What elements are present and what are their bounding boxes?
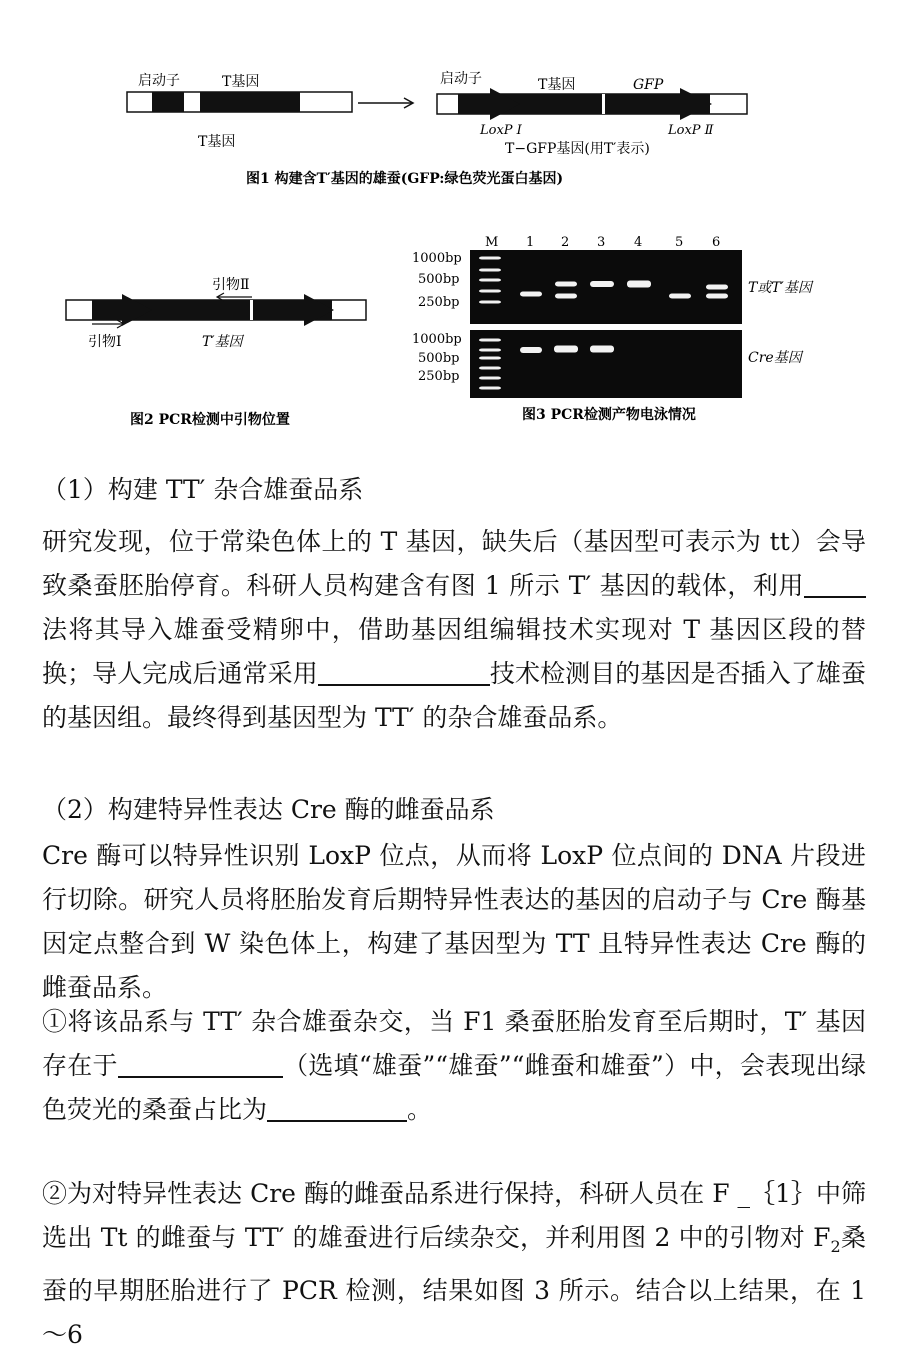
gel-band (669, 294, 691, 299)
gel-lane-label: 3 (597, 235, 606, 250)
fig1-left-gene-top-label: T基因 (222, 74, 260, 90)
question2-subscript: 2 (830, 1237, 841, 1256)
gel-band (706, 285, 728, 290)
question1 (42, 1000, 866, 1132)
gel-band (479, 301, 501, 304)
gel-band (706, 294, 728, 299)
gel-lane-label: 2 (561, 235, 570, 250)
section2-title: （2）构建特异性表达 Cre 酶的雌蚕品系 (42, 795, 495, 824)
fig2-diagram (66, 276, 366, 350)
fig2-primer2-label: 引物Ⅱ (212, 277, 250, 293)
gel-top-ladder-250: 250bp (418, 295, 460, 310)
gel-band (555, 294, 577, 299)
gel-band (479, 377, 501, 380)
gel-bottom-ladder-1000: 1000bp (412, 332, 462, 347)
gel-lane-label: 6 (712, 235, 721, 250)
gel-band (479, 349, 501, 352)
gel-band (479, 279, 501, 282)
gel-band (520, 292, 542, 297)
gel-top-label: T或T′基因 (748, 280, 812, 296)
gel-band (479, 387, 501, 390)
blank-location[interactable] (118, 1050, 283, 1078)
fig1-right-promoter-label: 启动子 (440, 71, 482, 87)
question1-text-c: 。 (407, 1095, 433, 1124)
blank-technique[interactable] (318, 658, 490, 686)
gel-band (590, 281, 614, 287)
gel-bottom-ladder-500: 500bp (418, 351, 460, 366)
question2-text-a: ②为对特异性表达 Cre 酶的雌蚕品系进行保持，科研人员在 F _｛1｝中筛选出 Tt 的雌蚕与 TT′ 的雄蚕进行后续杂交，并利用图 2 中的引物对 F (42, 1179, 866, 1252)
gel-lane-label: 1 (526, 235, 535, 250)
fig1-left-gene-bottom-label: T基因 (198, 134, 236, 150)
gel-top-ladder-1000: 1000bp (412, 251, 462, 266)
loxp2-arrow (680, 88, 712, 120)
gel-band (479, 290, 501, 293)
fig1-promoter-label: 启动子 (138, 73, 180, 89)
fig1-right-gene (437, 70, 747, 157)
fig2-gene-label: T′基因 (202, 334, 243, 350)
gel-band (479, 367, 501, 370)
gel-band (479, 357, 501, 360)
section1-text-b: 法将其导入雄蚕受精卵中，借助基因组编辑技术实现对 T 基因区段的替换；导人完成后通常采用 (42, 615, 866, 688)
figure-panel (0, 0, 900, 450)
fig1-left-gene (127, 72, 352, 150)
section1-text-c: 技术检测目的基因是否插入了雄蚕的基因组。最终得到基因型为 TT′ 的杂合雄蚕品系。 (42, 659, 866, 732)
question2 (42, 1172, 866, 1357)
gel-bottom (470, 330, 742, 398)
fig2-primer1-label: 引物Ⅰ (88, 334, 122, 350)
gel-band (520, 347, 542, 353)
fig3-gel (412, 235, 814, 398)
fig1-transform-arrow (358, 98, 413, 108)
section1-title: （1）构建 TT′ 杂合雄蚕品系 (42, 475, 364, 504)
fig1-loxp1-label: LoxP Ⅰ (480, 123, 522, 138)
section1-body (42, 520, 866, 740)
loxp1-arrow (490, 88, 520, 120)
fig1-loxp2-label: LoxP Ⅱ (668, 123, 714, 138)
gel-bottom-label: Cre基因 (748, 350, 802, 366)
gel-band (590, 346, 614, 353)
fig3-caption: 图3 PCR检测产物电泳情况 (522, 407, 696, 423)
fig1-gfp-label: GFP (633, 77, 664, 93)
gel-lane-label: 4 (634, 235, 643, 250)
fig1-subtitle: T−GFP基因(用T′表示) (505, 141, 650, 157)
fig2-caption: 图2 PCR检测中引物位置 (130, 412, 290, 428)
gel-bottom-ladder-250: 250bp (418, 369, 460, 384)
blank-ratio[interactable] (267, 1094, 407, 1122)
gel-lane-label: M (485, 235, 499, 250)
gel-band (479, 269, 501, 272)
question2-text-b: 桑蚕的早期胚胎进行了 PCR 检测，结果如图 3 所示。结合以上结果，在 1～6 (42, 1223, 866, 1349)
gel-top-ladder-500: 500bp (418, 272, 460, 287)
fig1-right-gene-label: T基因 (538, 77, 576, 93)
section2-body: Cre 酶可以特异性识别 LoxP 位点，从而将 LoxP 位点间的 DNA 片段进行切除。研究人员将胚胎发育后期特异性表达的基因的启动子与 Cre 酶基因定点整合到 W 染色体上，构建了基因型为 TT 且特异性表达 Cre 酶的雌蚕品系。 (42, 841, 866, 1002)
gel-band (627, 281, 651, 288)
gel-band (479, 257, 501, 260)
question1-text-a: ①将该品系与 TT′ 杂合雄蚕杂交，当 F1 桑蚕胚胎发育至后期时，T′ 基因存在于 (42, 1007, 866, 1080)
blank-method[interactable] (804, 570, 866, 598)
gel-band (554, 346, 578, 353)
gel-band (479, 339, 501, 342)
gel-band (555, 282, 577, 287)
question1-text-b: （选填“雄蚕”“雄蚕”“雌蚕和雄蚕”）中，会表现出绿色荧光的桑蚕占比为 (42, 1051, 866, 1124)
section1-text-a: 研究发现，位于常染色体上的 T 基因，缺失后（基因型可表示为 tt）会导致桑蚕胚胎停育。科研人员构建含有图 1 所示 T′ 基因的载体，利用 (42, 527, 866, 600)
fig1-caption: 图1 构建含T′基因的雄蚕(GFP:绿色荧光蛋白基因) (246, 171, 564, 187)
gel-lane-label: 5 (675, 235, 684, 250)
